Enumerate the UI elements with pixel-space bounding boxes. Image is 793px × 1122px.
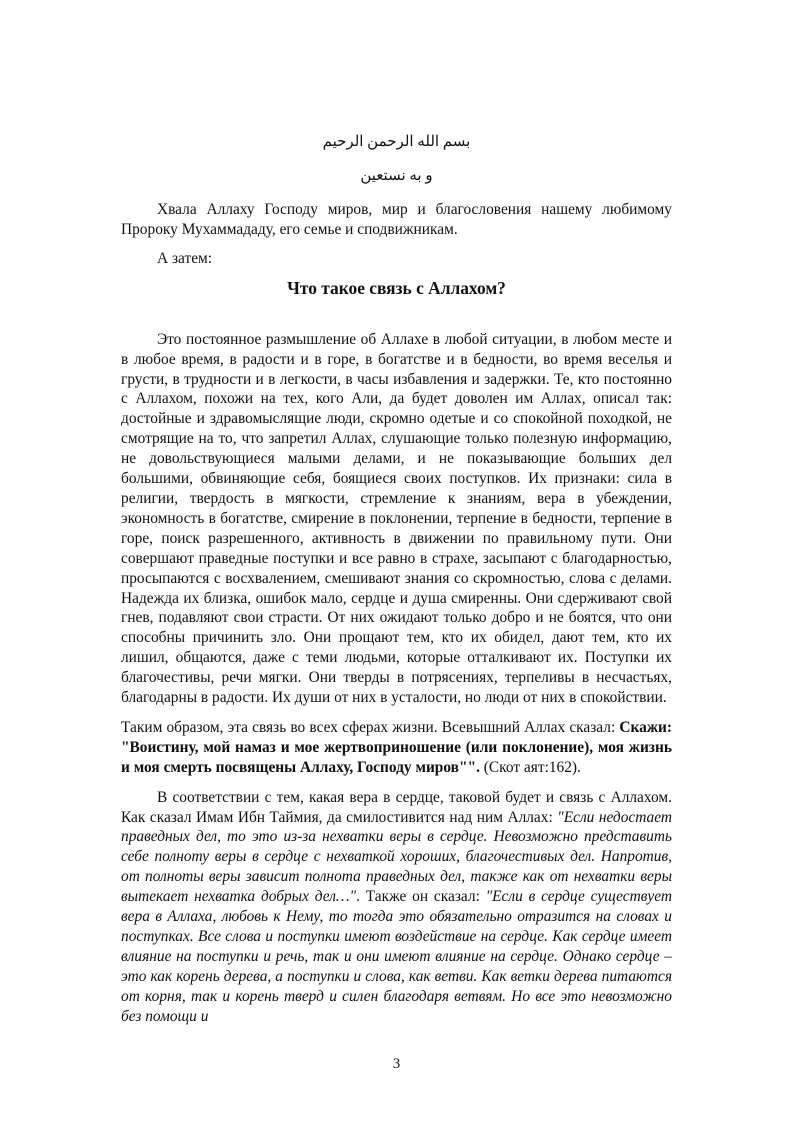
paragraph-2 bbox=[121, 718, 672, 778]
ibn-taymiyya-quote-1: "Если недостает праведных дел, то это из-за нехватки веры в сердце. Невозможно представить себе полноту веры в сердце с нехваткой хороших, благочестивых дел. Напротив, от полноты веры зависит полнота праведных дел, также как от нехватки веры вытекает нехватка добрых дел…" bbox=[121, 808, 672, 906]
paragraph-2-lead: Таким образом, эта связь во всех сферах жизни. Всевышний Аллах сказал: bbox=[121, 718, 620, 736]
paragraph-3 bbox=[121, 788, 672, 1027]
basmala: بسم الله الرحمن الرحيم bbox=[322, 134, 471, 150]
page-content bbox=[121, 128, 672, 1027]
ibn-taymiyya-quote-2: "Если в сердце существует вера в Аллаха, любовь к Нему, то тогда это обязательно отразится на словах и поступках. Все слова и поступки имеют воздействие на сердце. Как сердце имеет влияние на поступки и речь, так и они имеют влияние на сердце. Однако сердце – это как корень дерева, а поступки и слова, как ветви. Как ветки дерева питаются от корня, так и корень тверд и силен благодаря ветвям. Но все это невозможно без помощи и bbox=[121, 888, 673, 1025]
intro-paragraph: Хвала Аллаху Господу миров, мир и благословения нашему любимому Пророку Мухаммададу, его семье и сподвижникам. bbox=[121, 201, 672, 238]
section-title: Что такое связь с Аллахом? bbox=[287, 277, 506, 298]
quran-quote: Скажи: "Воистину, мой намаз и мое жертвоприношение (или поклонение), моя жизнь и моя смерть посвящены Аллаху, Господу миров"". bbox=[121, 718, 672, 776]
page-number: 3 bbox=[392, 1056, 401, 1072]
paragraph-1: Это постоянное размышление об Аллахе в любой ситуации, в любом месте и в любое время, в радости и в горе, в богатстве и в бедности, во время веселья и грусти, в трудности и в легкости, в часы избавления и задержки. Те, кто постоянно с Аллахом, похожи на тех, кого Али, да будет доволен им Аллах, описал так: достойные и здравомыслящие люди, скромно одетые и со спокойной походкой, не смотрящие на то, что запретил Аллах, слушающие только полезную информацию, не довольствующиеся малыми делами, и не показывающие больших дел большими, обвиняющие себя, боящиеся своих поступков. Их признаки: сила в религии, твердость в мягкости, стремление к знаниям, вера в убеждении, экономность в богатстве, смирение в поклонении, терпение в бедности, терпение в горе, поиск разрешенного, активность в движении по правильному пути. Они совершают праведные поступки и все равно в страхе, засыпают с благодарностью, просыпаются с восхвалением, смешивают знания со скромностью, слова с делами. Надежда их близка, ошибок мало, сердце и душа смиренны. Они сдерживают свой гнев, подавляют свои страсти. От них ожидают только добро и не боятся, что они способны причинить зло. Они прощают тем, кто их обидел, дают тем, кто их лишил, общаются, даже с теми людьми, которые отталкивают их. Поступки их благочестивы, речи мягки. Они тверды в потрясениях, терпеливы в несчастьях, благодарны в радости. Их души от них в усталости, но люди от них в спокойствии. bbox=[121, 330, 672, 707]
paragraph-3-lead: В соответствии с тем, какая вера в сердце, таковой будет и связь с Аллахом. Как сказал Имам Ибн Таймия, да смилостивится над ним Аллах: bbox=[121, 788, 672, 826]
then-line: А затем: bbox=[157, 249, 213, 267]
paragraph-3-middle: . Также он сказал: bbox=[356, 888, 486, 906]
isti-ana-phrase: و به نستعين bbox=[360, 168, 433, 184]
quran-reference: (Скот аят:162). bbox=[479, 758, 581, 776]
